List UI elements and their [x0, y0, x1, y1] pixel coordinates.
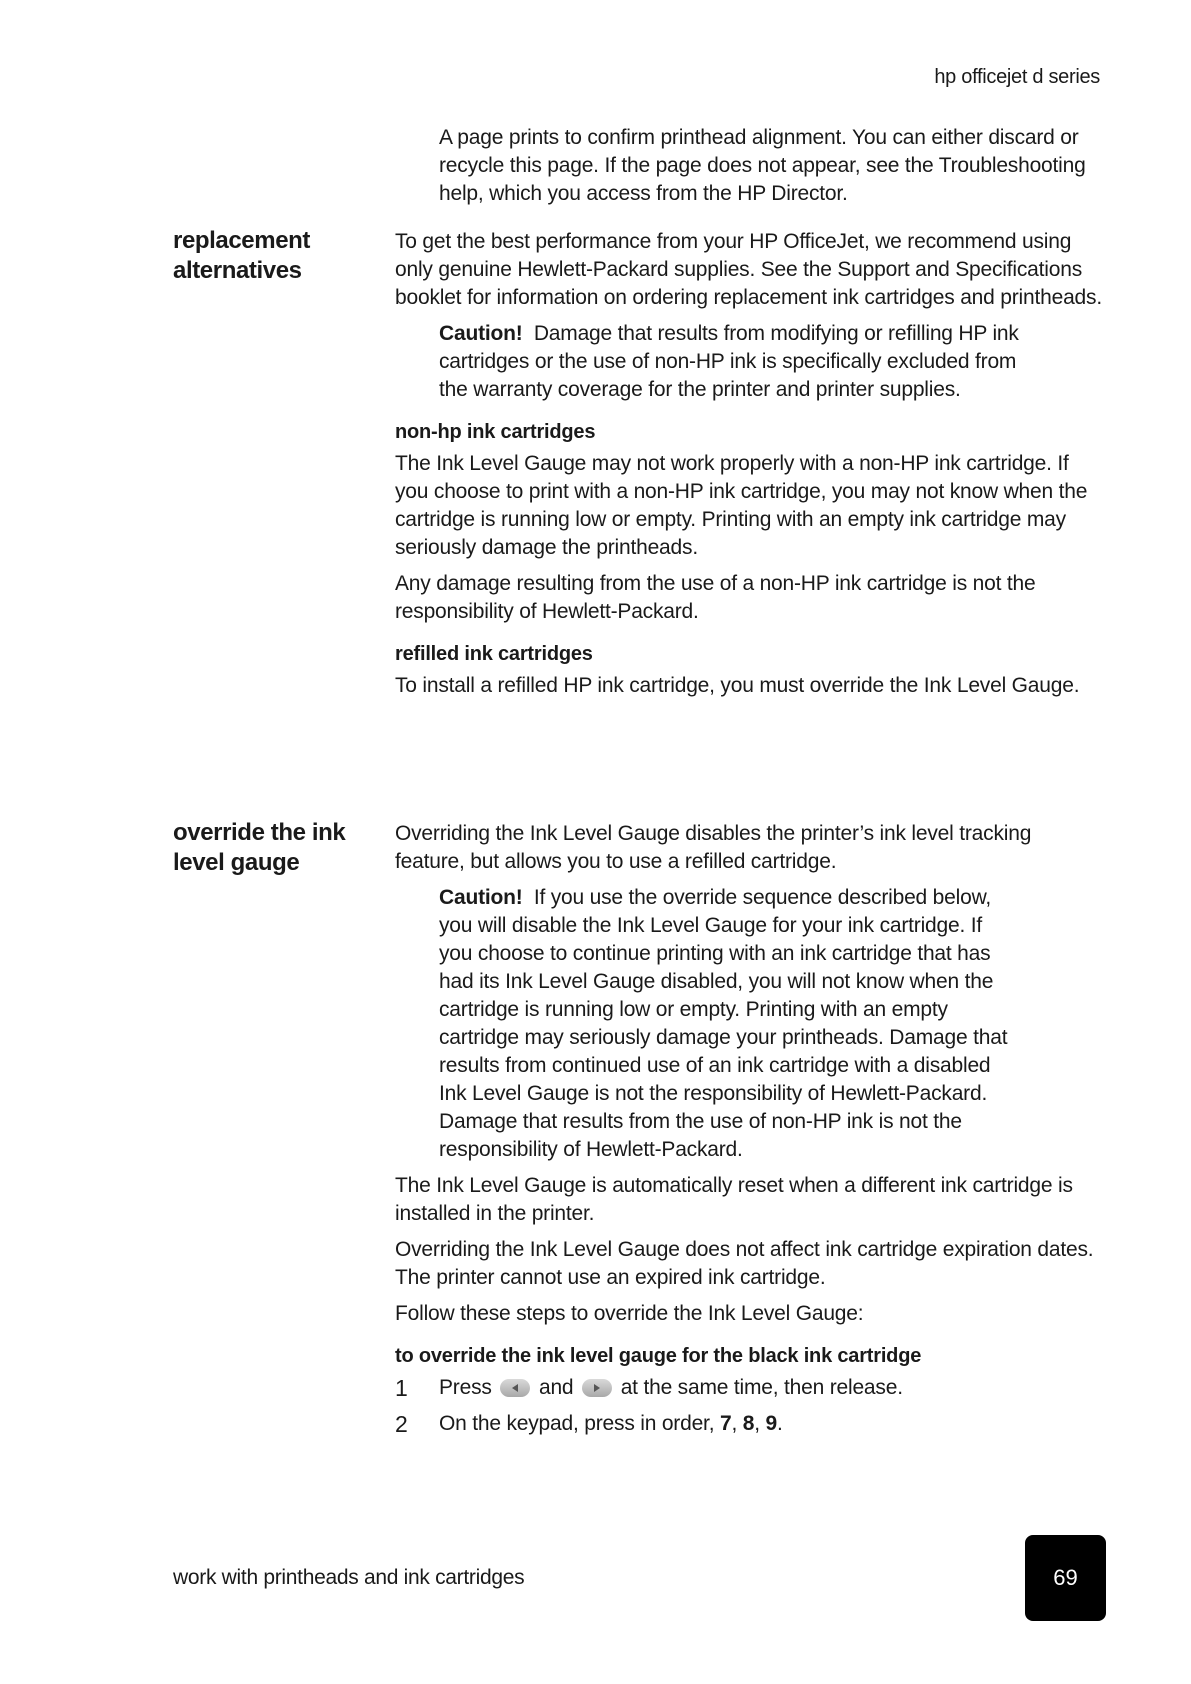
right-arrow-button-icon — [582, 1379, 612, 1397]
override-intro: Overriding the Ink Level Gauge disables the printer’s ink level tracking feature, but allows you to use a refilled cartridge. — [395, 822, 1032, 873]
caution-label: Caution! — [439, 886, 523, 909]
nonhp-heading: non-hp ink cartridges — [395, 421, 596, 443]
step-number: 2 — [395, 1411, 408, 1437]
footer-chapter-title: work with printheads and ink cartridges — [173, 1566, 525, 1589]
page-number: 69 — [1053, 1565, 1078, 1590]
override-heading: override the ink level gauge — [173, 819, 346, 876]
step-1: 1 Press and at the same time, then release. — [395, 1375, 903, 1401]
step-2: 2 On the keypad, press in order, 7, 8, 9. — [395, 1411, 783, 1437]
refilled-heading: refilled ink cartridges — [395, 643, 593, 665]
replacement-section — [395, 228, 1105, 700]
key-8: 8 — [742, 1412, 755, 1435]
caution-label: Caution! — [439, 322, 523, 345]
reset-paragraph: The Ink Level Gauge is automatically reset when a different ink cartridge is installed in the printer. — [395, 1174, 1073, 1225]
refilled-paragraph: To install a refilled HP ink cartridge, you must override the Ink Level Gauge. — [395, 674, 1080, 697]
procedure-heading: to override the ink level gauge for the black ink cartridge — [395, 1345, 922, 1367]
override-section — [395, 820, 1105, 1438]
key-7: 7 — [719, 1412, 732, 1435]
left-arrow-button-icon — [500, 1379, 530, 1397]
step-number: 1 — [395, 1375, 408, 1401]
expiration-paragraph: Overriding the Ink Level Gauge does not affect ink cartridge expiration dates. The printer cannot use an expired ink cartridge. — [395, 1238, 1094, 1289]
replacement-caution: Caution! Damage that results from modifying or refilling HP ink cartridges or the use of non-HP ink is specifically excluded from the warranty coverage for the printer and printer supplies. — [439, 322, 1019, 401]
key-9: 9 — [765, 1412, 777, 1435]
replacement-intro: To get the best performance from your HP OfficeJet, we recommend using only genuine Hewlett-Packard supplies. See the Support and Specifications booklet for information on ordering replacement ink cartridges and printheads. — [395, 230, 1102, 309]
alignment-note-block — [395, 124, 1105, 208]
alignment-note: A page prints to confirm printhead alignment. You can either discard or recycle this page. If the page does not appear, see the Troubleshooting help, which you access from the HP Director. — [439, 126, 1086, 205]
replacement-heading: replacement alternatives — [173, 227, 310, 284]
follow-steps-paragraph: Follow these steps to override the Ink Level Gauge: — [395, 1302, 864, 1325]
nonhp-paragraph-2: Any damage resulting from the use of a non-HP ink cartridge is not the responsibility of Hewlett-Packard. — [395, 572, 1036, 623]
override-caution: Caution! If you use the override sequence described below, you will disable the Ink Level Gauge for your ink cartridge. If you choose to continue printing with an ink cartridge that has had its Ink Level Gauge disabled, you will not know when the cartridge is running low or empty. Printing with an empty cartridge may seriously damage your printheads. Damage that results from continued use of an ink cartridge with a disabled Ink Level Gauge is not the responsibility of Hewlett-Packard. Damage that results from the use of non-HP ink is not the responsibility of Hewlett-Packard. — [439, 886, 1008, 1161]
nonhp-paragraph-1: The Ink Level Gauge may not work properly with a non-HP ink cartridge. If you choose to print with a non-HP ink cartridge, you may not know when the cartridge is running low or empty. Printing with an empty ink cartridge may seriously damage the printheads. — [395, 452, 1088, 559]
running-header: hp officejet d series — [934, 66, 1100, 88]
page-number-tab — [1025, 1535, 1106, 1621]
